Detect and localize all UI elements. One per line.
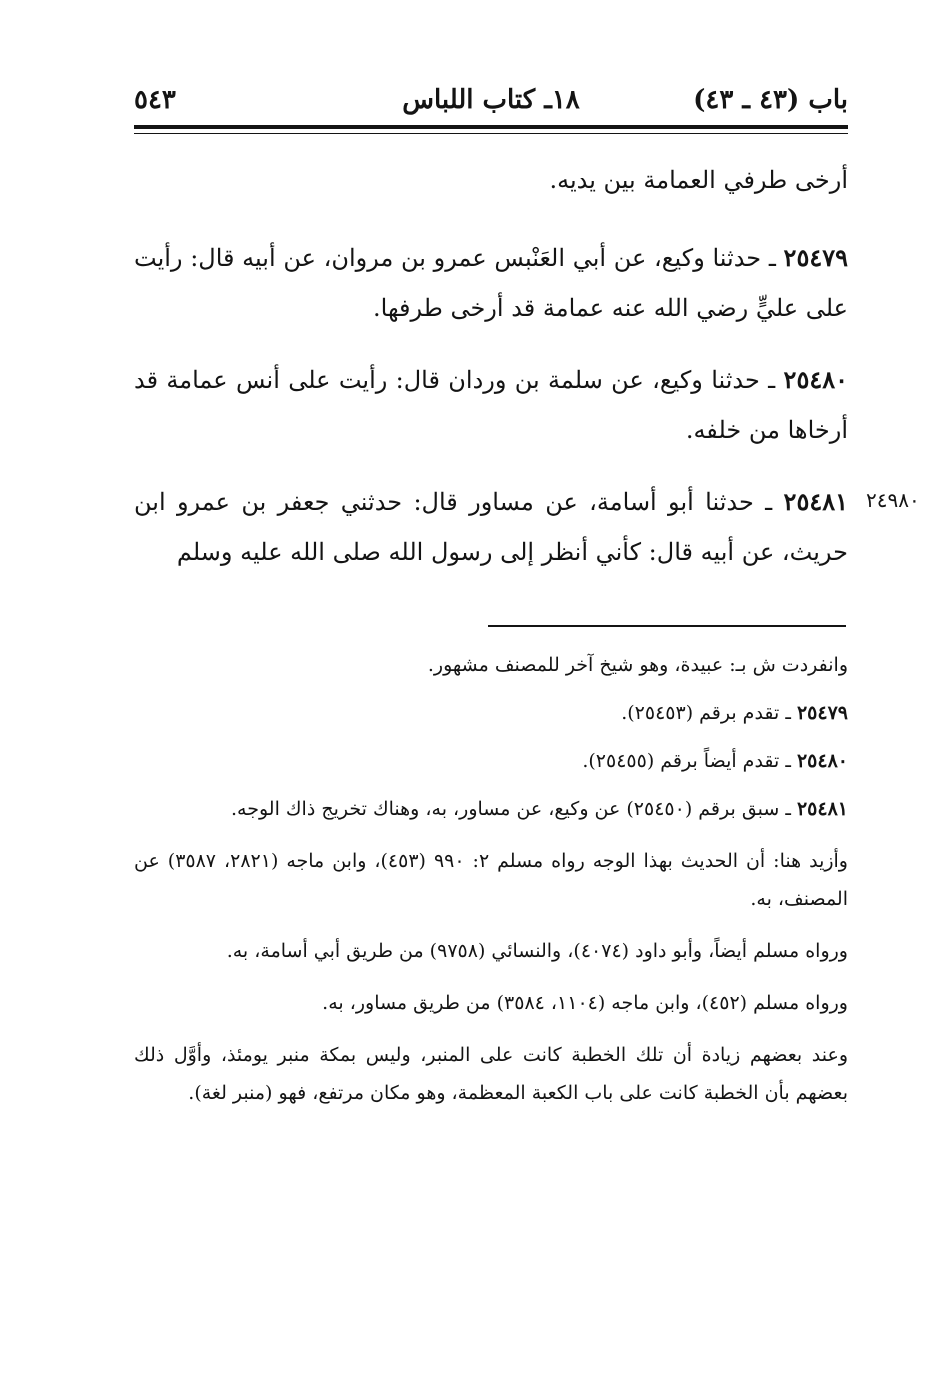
footnote-number: ٢٥٤٧٩: [796, 702, 848, 724]
footnote-number: ٢٥٤٨١: [796, 798, 848, 820]
continuation-paragraph: أرخى طرفي العمامة بين يديه.: [549, 166, 848, 194]
hadith-text: ـ حدثنا أبو أسامة، عن مساور قال: حدثني جعفر بن عمرو ابن حريث، عن أبيه قال: كأني أنظر إلى رسول الله صلى الله عليه وسلم: [134, 488, 848, 566]
hadith-number: ٢٥٤٨٠: [783, 365, 848, 394]
header-rule: [134, 125, 848, 129]
footnotes: [134, 646, 848, 1122]
footnote-number: ٢٥٤٨٠: [796, 750, 848, 772]
footnote: [134, 742, 848, 780]
margin-reference-number: ٢٤٩٨٠: [866, 488, 920, 512]
hadith-paragraph: [134, 477, 848, 577]
hadith-paragraph: [134, 233, 848, 333]
footnote: [134, 790, 848, 828]
running-header: [134, 80, 848, 124]
main-text: [134, 155, 848, 599]
hadith-number: ٢٥٤٧٩: [783, 243, 848, 272]
footnote-intro: وانفردت ش بـ: عبيدة، وهو شيخ آخر للمصنف مشهور.: [427, 654, 848, 676]
header-rule-thin: [134, 133, 848, 134]
hadith-paragraph: [134, 355, 848, 455]
chapter-reference: باب (٤٣ ـ ٤٣): [693, 85, 848, 115]
footnote: [134, 694, 848, 732]
page-number: ٥٤٣: [134, 85, 176, 115]
hadith-text: ـ حدثنا وكيع، عن سلمة بن وردان قال: رأيت على أنس عمامة قد أرخاها من خلفه.: [134, 366, 848, 444]
hadith-text: ـ حدثنا وكيع، عن أبي العَنْبس عمرو بن مروان، عن أبيه قال: رأيت على عليٍّ رضي الله عنه عمامة قد أرخى طرفها.: [134, 244, 848, 322]
footnote-text: ـ تقدم برقم (٢٥٤٥٣).: [621, 702, 797, 724]
hadith-number: ٢٥٤٨١: [783, 487, 848, 516]
footnote-paragraph: وأزيد هنا: أن الحديث بهذا الوجه رواه مسلم ٢: ٩٩٠ (٤٥٣)، وابن ماجه (٢٨٢١، ٣٥٨٧) عن المصنف، به.: [134, 850, 848, 910]
footnote-paragraph: وعند بعضهم زيادة أن تلك الخطبة كانت على المنبر، وليس بمكة منبر يومئذ، وأوَّل ذلك بعضهم بأن الخطبة كانت على باب الكعبة المعظمة، وهو مكان مرتفع، فهو (منبر لغة).: [134, 1044, 848, 1104]
footnote-paragraph: ورواه مسلم (٤٥٢)، وابن ماجه (١١٠٤، ٣٥٨٤) من طريق مساور، به.: [322, 992, 848, 1014]
footnote-paragraph: ورواه مسلم أيضاً، وأبو داود (٤٠٧٤)، والنسائي (٩٧٥٨) من طريق أبي أسامة، به.: [226, 940, 848, 962]
footnote-separator: [488, 625, 846, 627]
footnote-text: ـ تقدم أيضاً برقم (٢٥٤٥٥).: [582, 750, 797, 772]
book-title: ١٨ـ كتاب اللباس: [402, 85, 580, 115]
footnote-text: ـ سبق برقم (٢٥٤٥٠) عن وكيع، عن مساور، به، وهناك تخريج ذاك الوجه.: [231, 798, 797, 820]
